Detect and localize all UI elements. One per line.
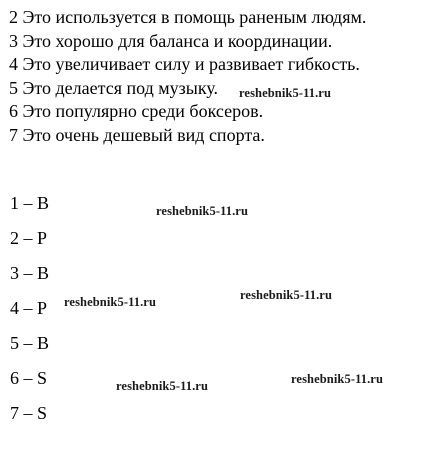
statement-7: 7 Это очень дешевый вид спорта. — [9, 124, 265, 145]
statements-list — [9, 6, 418, 147]
watermark: reshebnik5-11.ru — [156, 204, 249, 218]
answers-list — [10, 186, 49, 431]
watermark: reshebnik5-11.ru — [240, 288, 333, 302]
statement-3: 3 Это хорошо для баланса и координации. — [9, 30, 333, 51]
statement-4: 4 Это увеличивает силу и развивает гибкость. — [9, 54, 360, 74]
answer-3: 3 – B — [10, 263, 50, 283]
statement-5: 5 Это делается под музыку. — [9, 77, 219, 98]
answer-5: 5 – B — [10, 333, 50, 353]
answer-4: 4 – P — [10, 298, 48, 318]
answer-1: 1 – B — [10, 193, 50, 213]
answer-2: 2 – P — [10, 228, 48, 248]
watermark: reshebnik5-11.ru — [291, 372, 384, 386]
statement-2: 2 Это используется в помощь раненым людям. — [9, 7, 367, 27]
answer-6: 6 – S — [10, 368, 48, 388]
watermark: reshebnik5-11.ru — [116, 379, 209, 393]
watermark: reshebnik5-11.ru — [239, 86, 332, 100]
answer-7: 7 – S — [10, 403, 48, 423]
watermark: reshebnik5-11.ru — [64, 295, 157, 309]
statement-6: 6 Это популярно среди боксеров. — [9, 101, 264, 121]
